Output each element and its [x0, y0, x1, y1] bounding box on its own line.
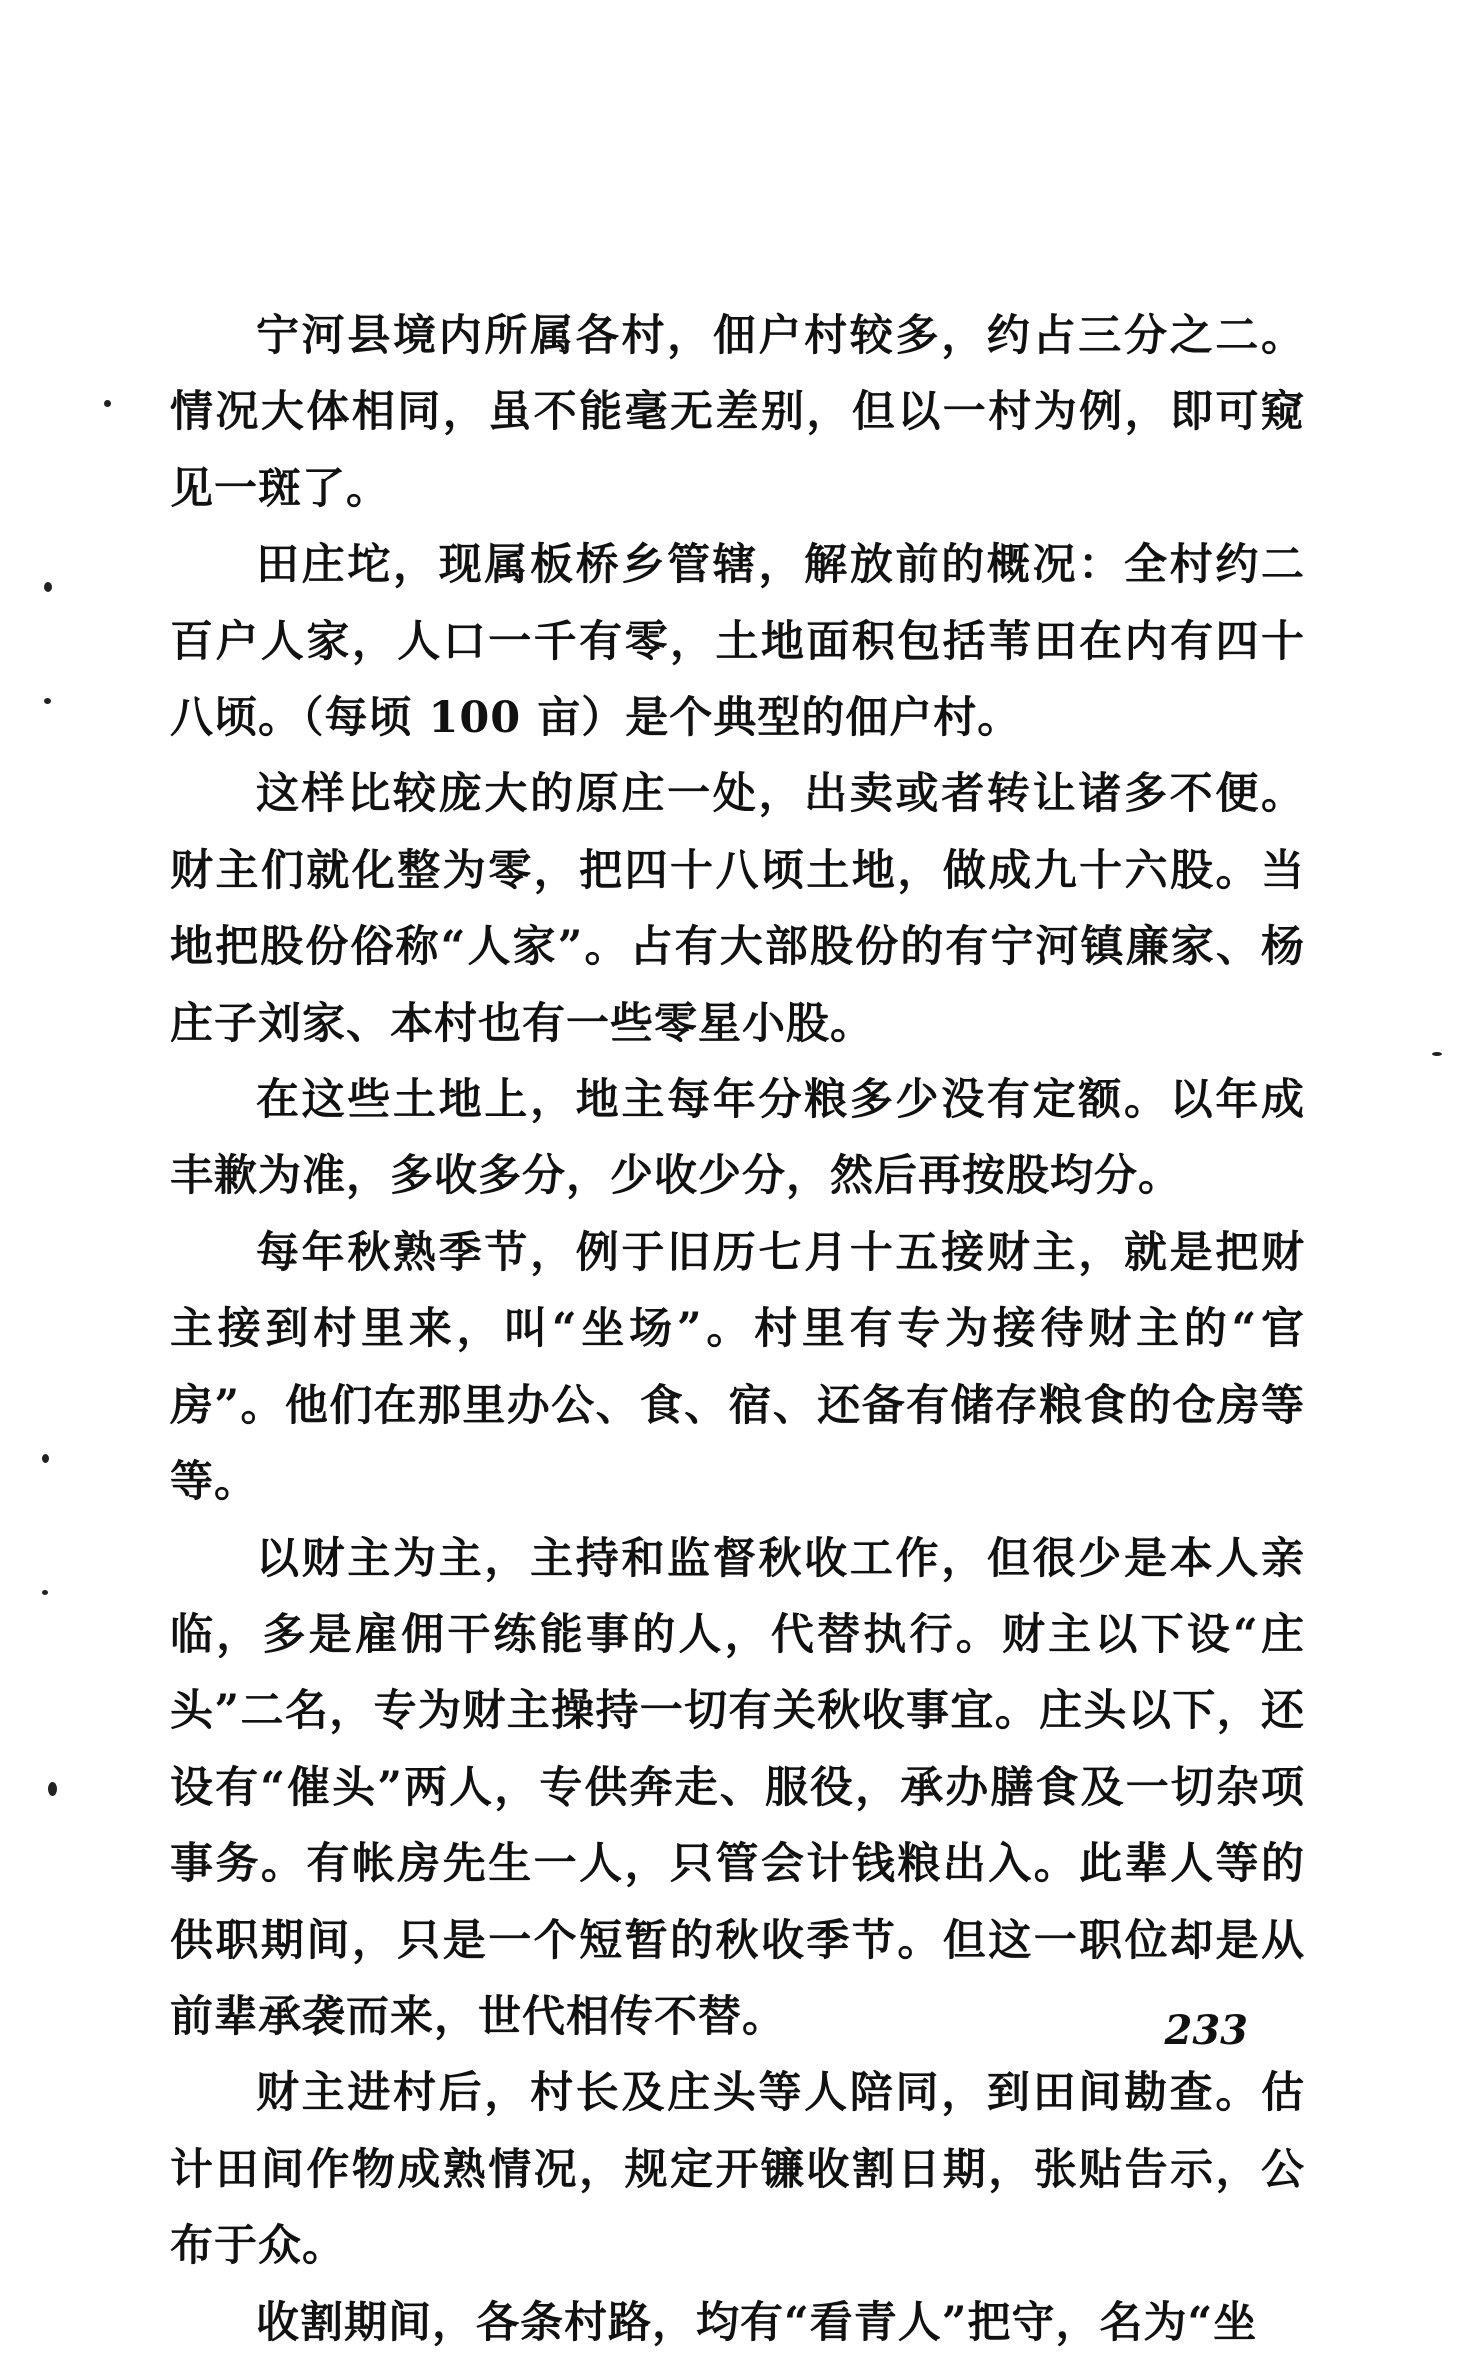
scan-speck	[42, 1454, 49, 1463]
page-number: 233	[1164, 2007, 1248, 2054]
scan-speck	[104, 400, 111, 407]
paragraph: 以财主为主，主持和监督秋收工作，但很少是本人亲临，多是雇佣干练能事的人，代替执行。财主以下设“庄头”二名，专为财主操持一切有关秋收事宜。庄头以下，还设有“催头”两人，专供奔走、服役，承办膳食及一切杂项事务。有帐房先生一人，只管会计钱粮出入。此辈人等的供职期间，只是一个短暂的秋收季节。但这一职位却是从前辈承袭而来，世代相传不替。	[170, 1533, 1305, 2042]
scan-speck	[44, 698, 51, 704]
paragraph: 收割期间，各条村路，均有“看青人”把守，名为“坐	[256, 2297, 1258, 2348]
paragraph: 每年秋熟季节，例于旧历七月十五接财主，就是把财主接到村里来，叫“坐场”。村里有专为接待财主的“官房”。他们在那里办公、食、宿、还备有储存粮食的仓房等等。	[170, 1227, 1305, 1508]
scan-speck	[42, 1590, 48, 1595]
scan-speck	[44, 582, 52, 592]
paragraph: 财主进村后，村长及庄头等人陪同，到田间勘查。估计田间作物成熟情况，规定开镰收割日期，张贴告示，公布于众。	[170, 2068, 1305, 2272]
scan-speck	[48, 1782, 57, 1796]
paragraph: 田庄坨，现属板桥乡管辖，解放前的概况：全村约二百户人家，人口一千有零，土地面积包括苇田在内有四十八顷。（每顷 100 亩）是个典型的佃户村。	[170, 540, 1305, 744]
body-text	[170, 298, 1305, 2361]
paragraph: 宁河县境内所属各村，佃户村较多，约占三分之二。情况大体相同，虽不能毫无差别，但以一村为例，即可窥见一斑了。	[170, 311, 1305, 514]
scan-speck	[1432, 1052, 1442, 1056]
paragraph: 这样比较庞大的原庄一处，出卖或者转让诸多不便。财主们就化整为零，把四十八顷土地，做成九十六股。当地把股份俗称“人家”。占有大部股份的有宁河镇廉家、杨庄子刘家、本村也有一些零星小股。	[170, 769, 1305, 1049]
paragraph: 在这些土地上，地主每年分粮多少没有定额。以年成丰歉为准，多收多分，少收少分，然后再按股均分。	[170, 1075, 1305, 1202]
